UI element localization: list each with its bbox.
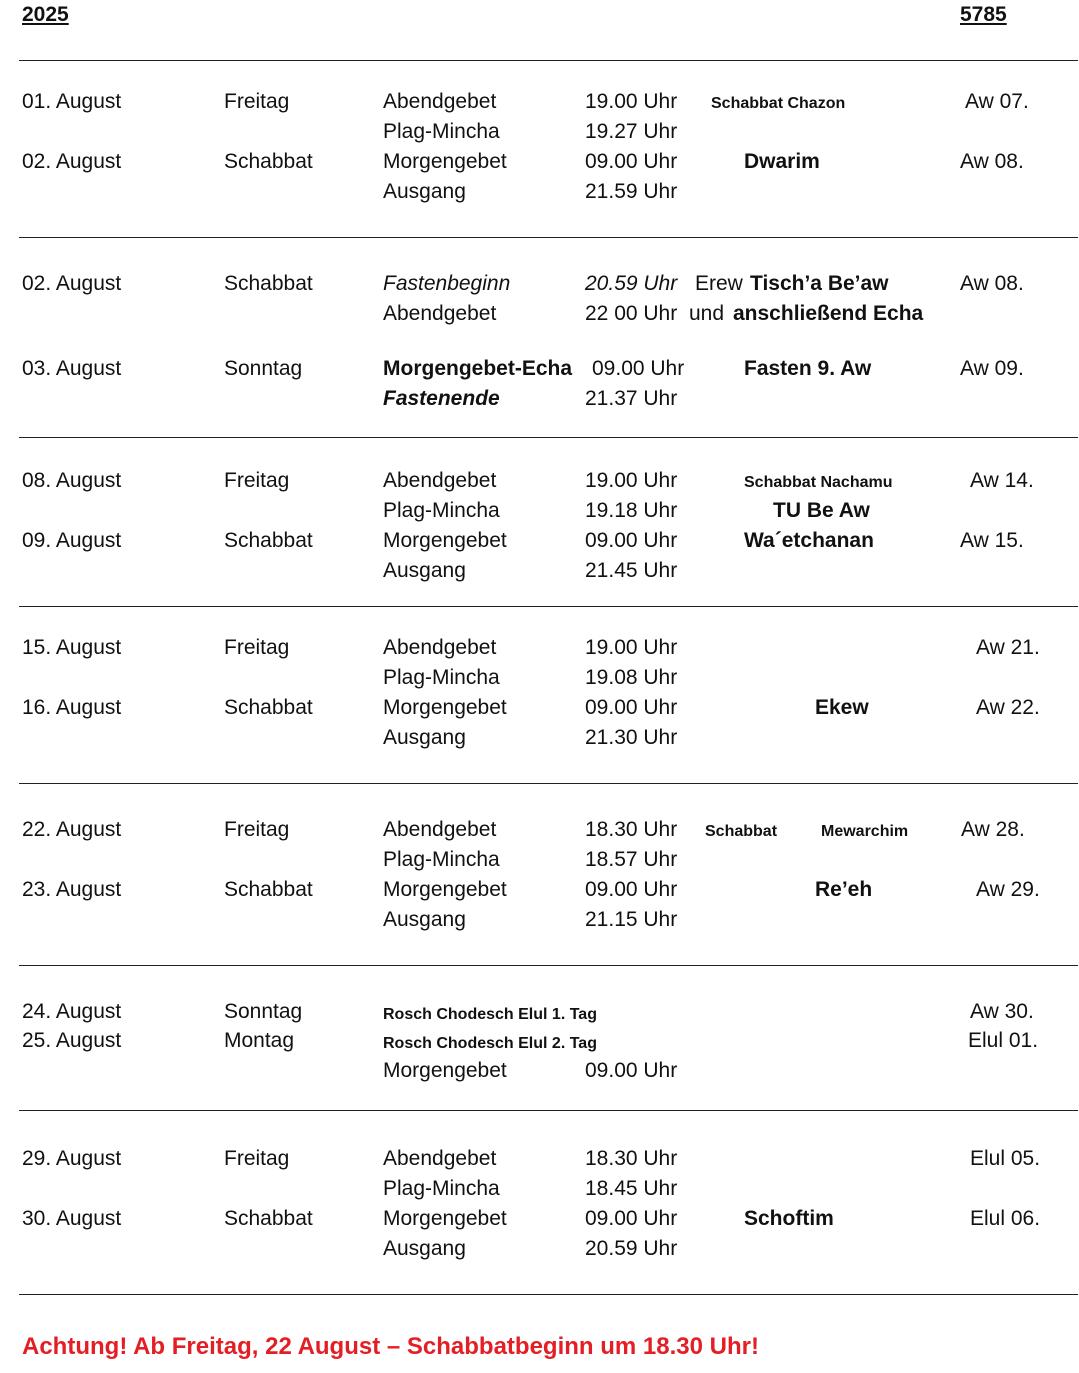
- divider: [19, 1294, 1078, 1295]
- parasha-note: Schabbat Nachamu: [744, 474, 893, 491]
- event: Plag-Mincha: [383, 666, 500, 689]
- time: 19.27 Uhr: [585, 120, 678, 143]
- event: Morgengebet-Echa: [383, 357, 573, 380]
- weekday: Schabbat: [224, 272, 313, 295]
- event: Abendgebet: [383, 469, 497, 492]
- event: Plag-Mincha: [383, 499, 500, 522]
- time: 19.08 Uhr: [585, 666, 678, 689]
- time: 09.00 Uhr: [585, 1059, 678, 1082]
- event: Plag-Mincha: [383, 120, 500, 143]
- time: 19.00 Uhr: [585, 90, 678, 113]
- weekday: Schabbat: [224, 878, 313, 901]
- event: Abendgebet: [383, 636, 497, 659]
- date: 02. August: [22, 272, 122, 295]
- parasha-note: Mewarchim: [821, 823, 909, 840]
- event: Morgengebet: [383, 1059, 507, 1082]
- time: 19.18 Uhr: [585, 499, 678, 522]
- date: 16. August: [22, 696, 122, 719]
- date: 24. August: [22, 1000, 122, 1023]
- hebrew-date: Elul 01.: [968, 1029, 1039, 1052]
- event: Rosch Chodesch Elul 2. Tag: [383, 1035, 597, 1052]
- hebrew-date: Aw 28.: [961, 818, 1025, 841]
- time: 21.45 Uhr: [585, 559, 678, 582]
- weekday: Freitag: [224, 90, 290, 113]
- time: 09.00 Uhr: [585, 878, 678, 901]
- weekday: Freitag: [224, 469, 290, 492]
- event: Rosch Chodesch Elul 1. Tag: [383, 1006, 597, 1023]
- time: 20.59 Uhr: [585, 272, 678, 295]
- divider: [19, 606, 1078, 607]
- date: 30. August: [22, 1207, 122, 1230]
- parasha-note: Fasten 9. Aw: [744, 357, 872, 380]
- date: 23. August: [22, 878, 122, 901]
- time: 21.59 Uhr: [585, 180, 678, 203]
- divider: [19, 1110, 1078, 1111]
- time: 18.57 Uhr: [585, 848, 678, 871]
- date: 15. August: [22, 636, 122, 659]
- time: 21.15 Uhr: [585, 908, 678, 931]
- event: Abendgebet: [383, 302, 497, 325]
- time: 18.30 Uhr: [585, 818, 678, 841]
- date: 29. August: [22, 1147, 122, 1170]
- parasha-note: Tisch’a Be’aw: [750, 272, 889, 295]
- date: 25. August: [22, 1029, 122, 1052]
- date: 02. August: [22, 150, 122, 173]
- time: 21.37 Uhr: [585, 387, 678, 410]
- date: 01. August: [22, 90, 122, 113]
- date: 22. August: [22, 818, 122, 841]
- gregorian-year: 2025: [22, 3, 69, 26]
- time: 09.00 Uhr: [585, 696, 678, 719]
- time: 19.00 Uhr: [585, 636, 678, 659]
- divider: [19, 437, 1078, 438]
- hebrew-year: 5785: [960, 3, 1007, 26]
- weekday: Sonntag: [224, 1000, 303, 1023]
- weekday: Schabbat: [224, 150, 313, 173]
- hebrew-date: Aw 30.: [970, 1000, 1034, 1023]
- event: Abendgebet: [383, 818, 497, 841]
- time: 09.00 Uhr: [592, 357, 685, 380]
- parasha-note: Ekew: [815, 696, 869, 719]
- time: 22 00 Uhr: [585, 302, 678, 325]
- event: Morgengebet: [383, 529, 507, 552]
- hebrew-date: Elul 05.: [970, 1147, 1041, 1170]
- event: Fastenende: [383, 387, 500, 410]
- event: Abendgebet: [383, 1147, 497, 1170]
- weekday: Schabbat: [224, 696, 313, 719]
- hebrew-date: Aw 08.: [960, 150, 1024, 173]
- weekday: Freitag: [224, 1147, 290, 1170]
- time: 18.30 Uhr: [585, 1147, 678, 1170]
- weekday: Schabbat: [224, 1207, 313, 1230]
- date: 03. August: [22, 357, 122, 380]
- hebrew-date: Aw 15.: [960, 529, 1024, 552]
- time: 18.45 Uhr: [585, 1177, 678, 1200]
- hebrew-date: Aw 08.: [960, 272, 1024, 295]
- event: Morgengebet: [383, 878, 507, 901]
- parasha-note: Dwarim: [744, 150, 820, 173]
- event: Ausgang: [383, 908, 466, 931]
- weekday: Freitag: [224, 636, 290, 659]
- parasha-note: anschließend Echa: [733, 302, 924, 325]
- date: 08. August: [22, 469, 122, 492]
- hebrew-date: Aw 07.: [965, 90, 1029, 113]
- weekday: Schabbat: [224, 529, 313, 552]
- event: Morgengebet: [383, 1207, 507, 1230]
- weekday: Sonntag: [224, 357, 303, 380]
- time: 20.59 Uhr: [585, 1237, 678, 1260]
- divider: [19, 783, 1078, 784]
- parasha-note: Schabbat Chazon: [711, 95, 846, 112]
- event: Plag-Mincha: [383, 848, 500, 871]
- time: 09.00 Uhr: [585, 150, 678, 173]
- event: Fastenbeginn: [383, 272, 511, 295]
- event: Morgengebet: [383, 696, 507, 719]
- time: 09.00 Uhr: [585, 1207, 678, 1230]
- divider: [19, 60, 1078, 61]
- time: 21.30 Uhr: [585, 726, 678, 749]
- note-prefix: und: [689, 302, 725, 325]
- parasha-note: Wa´etchanan: [744, 529, 874, 552]
- divider: [19, 965, 1078, 966]
- event: Ausgang: [383, 180, 466, 203]
- weekday: Montag: [224, 1029, 295, 1052]
- hebrew-date: Aw 21.: [976, 636, 1040, 659]
- hebrew-date: Aw 22.: [976, 696, 1040, 719]
- parasha-note: Schabbat: [705, 823, 778, 840]
- event: Abendgebet: [383, 90, 497, 113]
- hebrew-date: Aw 09.: [960, 357, 1024, 380]
- divider: [19, 237, 1078, 238]
- hebrew-date: Aw 14.: [970, 469, 1034, 492]
- notice-warning: Achtung! Ab Freitag, 22 August – Schabbatbeginn um 18.30 Uhr!: [22, 1333, 759, 1360]
- parasha-note: TU Be Aw: [773, 499, 870, 522]
- parasha-note: Schoftim: [744, 1207, 834, 1230]
- time: 19.00 Uhr: [585, 469, 678, 492]
- hebrew-date: Elul 06.: [970, 1207, 1041, 1230]
- parasha-note: Re’eh: [815, 878, 873, 901]
- event: Ausgang: [383, 726, 466, 749]
- date: 09. August: [22, 529, 122, 552]
- event: Morgengebet: [383, 150, 507, 173]
- event: Ausgang: [383, 1237, 466, 1260]
- event: Plag-Mincha: [383, 1177, 500, 1200]
- time: 09.00 Uhr: [585, 529, 678, 552]
- note-prefix: Erew: [695, 272, 743, 295]
- hebrew-date: Aw 29.: [976, 878, 1040, 901]
- weekday: Freitag: [224, 818, 290, 841]
- event: Ausgang: [383, 559, 466, 582]
